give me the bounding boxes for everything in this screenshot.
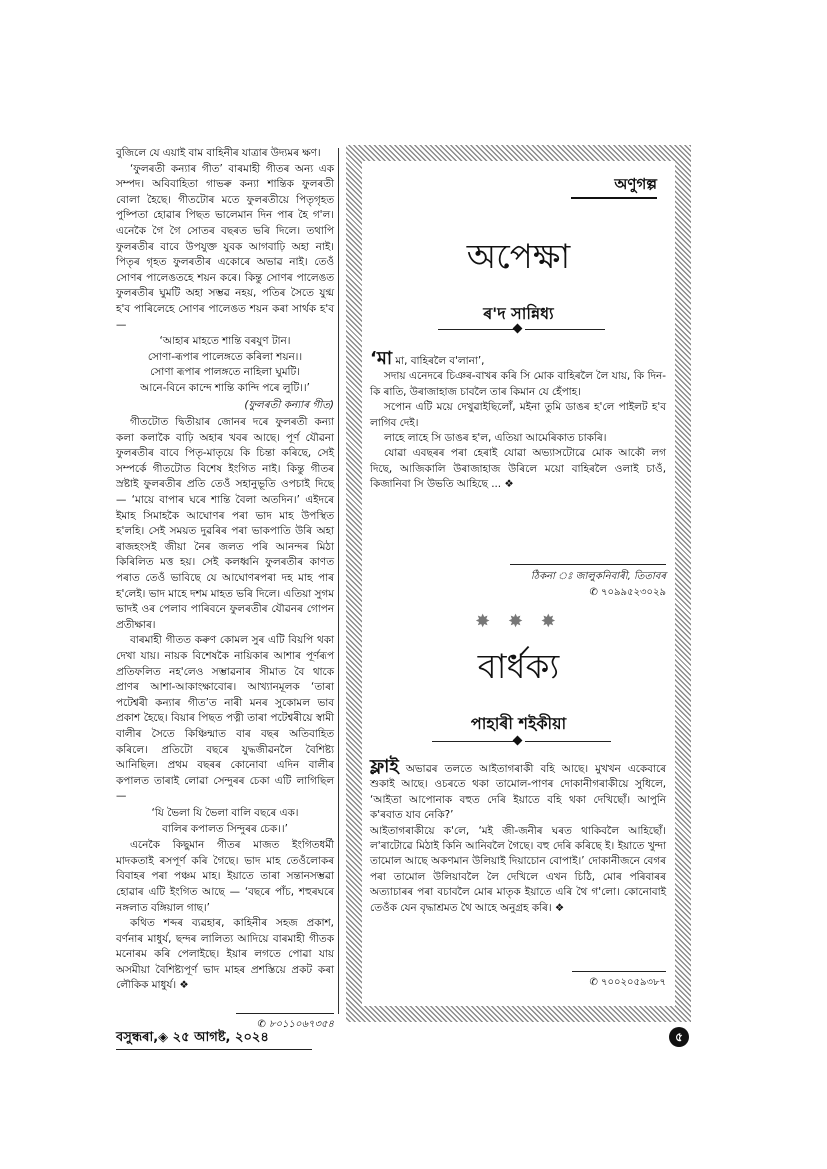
story-body <box>370 756 666 916</box>
first-line: মা, বাহিৰলৈ ব'লানা’, <box>392 355 485 367</box>
section-label: অণুগল্প <box>614 175 657 193</box>
story-body <box>370 348 666 493</box>
paragraph: যোৱা এবছৰৰ পৰা হেৰাই যোৱা অভ্যাসটোৱে মোক আকৌ লগ দিছে, আজিকালি উৰাজাহাজ উৰিলে ময়ো বাহিৰলৈ ওলাই চাওঁ, কিজানিবা সি উভতি আহিছে ... ❖ <box>370 447 666 491</box>
phone-rule <box>236 1013 334 1014</box>
story-author: পাহাৰী শইকীয়া <box>470 714 567 733</box>
left-column <box>116 146 334 994</box>
story-panel-inner <box>362 161 675 1006</box>
column-divider <box>338 148 339 1014</box>
author-rule <box>525 741 611 742</box>
author-rule <box>525 329 605 330</box>
paragraph: গীতটোত দ্বিতীয়াৰ জোনৰ দৰে ফুলৰতী কন্যা কলা কলাকৈ বাঢ়ি অহাৰ খবৰ আছে। পূৰ্ণ যৌৱনা ফুলৰতীৰ বাবে পিতৃ-মাতৃয়ে কি চিন্তা কৰিছে, সেই সম্পৰ্কে গীতটোত বিশেষ ইংগিত নাই। কিন্তু গীতৰ স্ৰষ্টাই ফুলৰতীৰ প্ৰতি তেওঁ সহানুভূতি ওপচাই দিছে — ‘মায়ে বাপাৰ ঘৰে শান্তি বৈলা অতদিন।’ এইদৰে ইমাহ সিমাহকৈ আঘোণৰ পৰা ভাদ মাহ উপস্থিত হ'লহি। সেই সময়ত দুৱৰিৰ পৰা ভাকপাতি উৰি অহা ৰাজহংসই জীয়া নৈৰ জলত পৰি আনন্দৰ মিঠা কিৰিলিত মত্ত হয়। সেই কলধ্বনি ফুলৰতীৰ কাণত পৰাত তেওঁ ভাবিছে যে আঘোণৰপৰা দহ মাহ পাৰ হ'লেই। ভাদ মাহে দশম মাহত ভৰি দিলে। এতিয়া সুগম ভাদই ওৰ পেলাব পাৰিবনে ফুলৰতীৰ যৌৱনৰ গোপন প্ৰতীক্ষাৰ। <box>116 416 334 631</box>
paragraph: কথিত শব্দৰ ব্যৱহাৰ, কাহিনীৰ সহজ প্ৰকাশ, বৰ্ণনাৰ মাধুৰ্য, ছন্দৰ লালিত্য আদিয়ে বাৰমাহী গীতক মনোৰম কৰি পেলাইছে। ইয়াৰ লগতে পোৱা যায় অসমীয়া বৈশিষ্ট্যপূৰ্ণ ভাদ মাহৰ প্ৰশস্তিয়ে প্ৰকট কৰা লৌকিক মাধুৰ্য। ❖ <box>116 917 334 992</box>
verse-line: ‘যি ভৈলা যি ভৈলা বালি বছৰে এক। <box>151 806 299 819</box>
story-end-rule <box>572 971 666 972</box>
verse-line: সোণা-ৰূপাৰ পালেঙ্গতে কৰিলা শয়ন।। <box>147 350 303 363</box>
section-rule <box>571 197 657 199</box>
author-rule <box>438 329 518 330</box>
story-author: ৰ'দ সান্নিধ্য <box>483 304 554 323</box>
magazine-footer: বসুন্ধৰা,◈ ২৫ আগষ্ট, ২০২৪ <box>116 1030 269 1045</box>
verse-line: বালিৰ কপালত সিন্দুৰৰ চেক।।’ <box>162 822 288 835</box>
first-line: অভাৱৰ তলতে আইতাগৰাকী বহি আছে। মুখখন একেবাৰে শুকাই আছে। ওচৰতে থকা তামোল-পাণৰ দোকানীগৰাকীয়ে সুধিলে, ‘আইতা আপোনাক বহুত দেৰি ইয়াতে বহি থকা দেখিছোঁ। আপুনি ক'ৰবাত যাব নেকি?’ <box>370 763 666 822</box>
author-rule <box>432 741 518 742</box>
story-phone: ✆ ৭০৯৯৫২৩০২৯ <box>589 587 666 598</box>
paragraph: আইতাগৰাকীয়ে ক'লে, ‘মই জী-জনীৰ ঘৰত থাকিবলৈ আহিছোঁ। ল'ৰাটোৱে মিঠাই কিনি আনিবলৈ গৈছে। বহু দেৰি কৰিছে ই। ইয়াতে খুন্দা তামোল আছে অকণমান উলিয়াই দিয়াচোন বোপাই।’ দোকানীজনে বেগৰ পৰা তামোল উলিয়াবলৈ লৈ দেখিলে এখন চিঠি, মোৰ পৰিবাৰৰ অত্যাচাৰৰ পৰা বচাবলৈ মোৰ মাতৃক ইয়াতে এৰি থৈ গ'লো। কোনোবাই তেওঁক যেন বৃদ্ধাশ্ৰমত থৈ আহে অনুগ্ৰহ কৰি। ❖ <box>370 824 666 914</box>
verse-line: সোণা ৰূপাৰ পালঙ্গতে নাহিলা ঘুমটি। <box>150 366 300 379</box>
story-phone: ✆ ৭০০২০৫৯৩৮৭ <box>589 977 666 988</box>
story-panel <box>346 145 691 1022</box>
story-address: ঠিকনা ঃ জালুকনিবাৰী, তিতাবৰ <box>530 571 666 582</box>
verse-block <box>116 334 334 396</box>
dropcap: ফ্লাই <box>370 756 399 777</box>
page-number: ৫ <box>669 1027 689 1047</box>
paragraph <box>370 756 666 824</box>
story-end-rule <box>510 564 666 565</box>
footer-rule <box>116 1049 312 1050</box>
paragraph <box>370 348 666 369</box>
story-title: অপেক্ষা <box>466 237 571 277</box>
paragraph: ‘ফুলৰতী কন্যাৰ গীত’ বাৰমাহী গীতৰ অন্য এক সম্পদ। অবিবাহিতা গাভৰু কন্যা শান্তিক ফুলৰতী বোলা হৈছে। গীতটোৰ মতে ফুলৰতীয়ে পিতৃগৃহত পুষ্পিতা হোৱাৰ পিছত ভালেমান দিন পাৰ হৈ গ'ল। এনেকৈ গৈ গৈ সোতৰ বছৰত ভৰি দিলে। তথাপি ফুলৰতীৰ বাবে উপযুক্ত যুবক আগবাঢ়ি অহা নাই। পিতৃৰ গৃহত ফুলৰতীৰ একোৰে অভাৱ নাই। তেওঁ সোণৰ পালেঙতহে শয়ন কৰে। কিন্তু সোণৰ পালেঙত ফুলৰতীৰ ঘুমটি অহা সম্ভৱ নহয়, পতিৰ সৈতে যুগ্ম হ'ব পাৰিলেহে সোণৰ পালেঙত শয়ন কৰা সাৰ্থক হ'ব — <box>116 162 334 331</box>
paragraph: বাৰমাহী গীতত কৰুণ কোমল সুৰ এটি বিয়পি থকা দেখা যায়। নায়ক বিশেষকৈ নায়িকাৰ আশাৰ পূৰ্ণৰূপ প্ৰতিফলিত নহ'লেও সম্ভাৱনাৰ সীমাত বৈ থাকে প্ৰাণৰ আশা-আকাংক্ষাবোৰ। আখ্যানমূলক ‘তাৰা পটেশ্বৰী কন্যাৰ গীত’ত নাৰী মনৰ সুকোমল ভাব প্ৰকাশ হৈছে। বিয়াৰ পিছত পত্নী তাৰা পটেশ্বৰীয়ে স্বামী বালীৰ সৈতে কিঞ্চিন্মাত বাৰ বছৰ অতিবাহিত কৰিলে। প্ৰতিটো বছৰে যুদ্ধজীৱনলৈ বৈশিষ্ট্য আনিছিল। প্ৰথম বছৰৰ কোনোবা এদিন বালীৰ কপালত তাৰাই লোৱা সেন্দুৰৰ চেকা এটি লাগিছিল — <box>116 634 334 803</box>
story-title: বাৰ্ধক্য <box>477 647 560 687</box>
paragraph: বুজিলে যে এয়াই বাম বাহিনীৰ যাত্ৰাৰ উদ্যমৰ ক্ষণ। <box>116 147 321 159</box>
author-phone: ✆ ৮০১১০৬৭৩৫৪ <box>257 1019 334 1030</box>
verse-block <box>116 806 334 837</box>
paragraph: সদায় এনেদৰে চিঞৰ-বাখৰ কৰি সি মোক বাহিৰলৈ লৈ যায়, কি দিন-কি ৰাতি, উৰাজাহাজ চাবলৈ তাৰ কিমান যে হেঁপাহ। <box>370 370 666 398</box>
dropcap: ‘মা <box>370 348 393 369</box>
verse-line: ‘আহাৰ মাহতে শান্তি বৰযুণ টান। <box>159 335 291 348</box>
verse-source: (ফুলৰতী কন্যাৰ গীত) <box>244 398 334 411</box>
paragraph: সপোন এটি ময়ে দেখুৱাইছিলোঁ, মইনা তুমি ডাঙৰ হ'লে পাইলট হ'ব লাগিব দেই। <box>370 401 666 429</box>
verse-line: আনে-বিনে কান্দে শান্তি কান্দি পৰে লুটি।।’ <box>140 381 310 394</box>
paragraph: এনেকৈ কিছুমান গীতৰ মাজত ইংগিতধৰ্মী মাদকতাই ৰসপূৰ্ণ কৰি গৈছে। ভাদ মাহ তেওঁলোকৰ বিবাহৰ পৰা পঞ্চম মাহ। ইয়াতে তাৰা সন্তানসম্ভৱা হোৱাৰ এটি ইংগিত আছে — ‘বছৰে পাঁচ, শহুৰঘৰে নঙ্গলাত বঙ্গিয়াল গাছ।’ <box>116 839 334 914</box>
paragraph: লাহে লাহে সি ডাঙৰ হ'ল, এতিয়া আমেৰিকাত চাকৰি। <box>384 432 607 445</box>
separator-stars: ✸ ✸ ✸ <box>475 611 562 632</box>
